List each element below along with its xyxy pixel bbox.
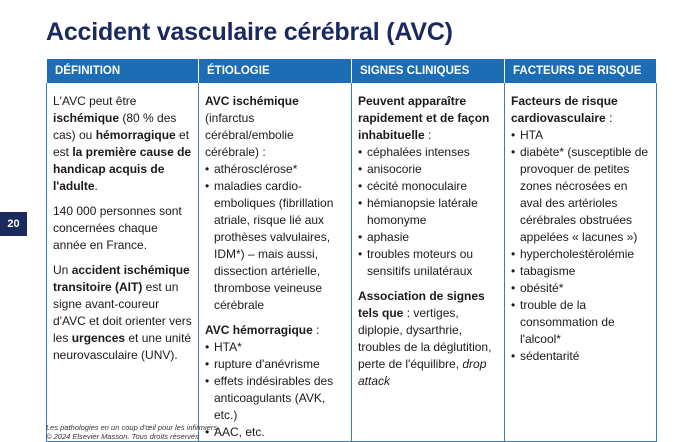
list-item: • athérosclérose* (205, 161, 345, 178)
etiologie-ischemique-subtitle: (infarctus cérébral/embolie cérébrale) : (205, 111, 294, 159)
list-item: • cécité monoculaire (358, 178, 498, 195)
signes-association: Association de signes tels que : vertiges, diplopie, dysarthrie, troubles de la déglutition, perte de l'équilibre, drop attack (358, 289, 492, 388)
list-item: • sédentarité (511, 348, 650, 365)
definition-paragraph-1: L'AVC peut être ischémique (80 % des cas) ou hémorragique et est la première cause de handicap acquis de l'adulte. (53, 94, 192, 193)
list-item: • rupture d'anévrisme (205, 356, 345, 373)
cell-facteurs-risque (505, 83, 657, 442)
list-item: • tabagisme (511, 263, 650, 280)
page-title: Accident vasculaire cérébral (AVC) (46, 18, 453, 46)
header-definition: DÉFINITION (47, 59, 199, 83)
etiologie-ischemique-list (205, 161, 345, 314)
header-signes-cliniques: SIGNES CLINIQUES (352, 59, 505, 83)
definition-paragraph-2: 140 000 personnes sont concernées chaque année en France. (53, 204, 182, 252)
footer-copyright: © 2024 Elsevier Masson. Tous droits réservés (46, 432, 199, 441)
footer (46, 423, 217, 441)
header-facteurs-risque: FACTEURS DE RISQUE (505, 59, 657, 83)
cell-signes-cliniques (352, 83, 505, 442)
cell-definition (47, 83, 199, 442)
list-item: • céphalées intenses (358, 144, 498, 161)
list-item: • hypercholestérolémie (511, 246, 650, 263)
list-item: • effets indésirables des anticoagulants (AVK, etc.) (205, 373, 345, 424)
list-item: • HTA* (205, 339, 345, 356)
cell-etiologie (199, 83, 352, 442)
signes-list (358, 144, 498, 280)
signes-intro: Peuvent apparaître rapidement et de façon inhabituelle : (358, 94, 490, 142)
avc-table (46, 59, 657, 442)
footer-book-title: Les pathologies en un coup d'œil pour les infirmiers (46, 423, 218, 432)
list-item: • hémianopsie latérale homonyme (358, 195, 498, 229)
list-item: • AAC, etc. (205, 424, 345, 441)
etiologie-hemorragique-heading: AVC hémorragique : (205, 323, 320, 337)
header-etiologie: ÉTIOLOGIE (199, 59, 352, 83)
list-item: • trouble de la consommation de l'alcool* (511, 297, 650, 348)
list-item: • troubles moteurs ou sensitifs unilatéraux (358, 246, 498, 280)
page-number-tab: 20 (0, 212, 27, 236)
etiologie-hemorragique-list (205, 339, 345, 441)
list-item: • maladies cardio-emboliques (fibrillation atriale, risque lié aux prothèses valvulaires, IDM*) – mais aussi, dissection artérielle, thrombose veineuse cérébrale (205, 178, 345, 314)
list-item: • HTA (511, 127, 650, 144)
list-item: • obésité* (511, 280, 650, 297)
list-item: • diabète* (susceptible de provoquer de petites zones nécrosées en aval des artérioles cérébrales obstruées appelées « lacunes ») (511, 144, 650, 246)
definition-paragraph-3: Un accident ischémique transitoire (AIT) est un signe avant-coureur d'AVC et doit orienter vers les urgences et une unité neurovasculaire (UNV). (53, 263, 192, 362)
etiologie-ischemique-heading: AVC ischémique (205, 94, 299, 108)
list-item: • aphasie (358, 229, 498, 246)
facteurs-intro: Facteurs de risque cardiovasculaire : (511, 94, 618, 125)
list-item: • anisocorie (358, 161, 498, 178)
facteurs-list (511, 127, 650, 365)
